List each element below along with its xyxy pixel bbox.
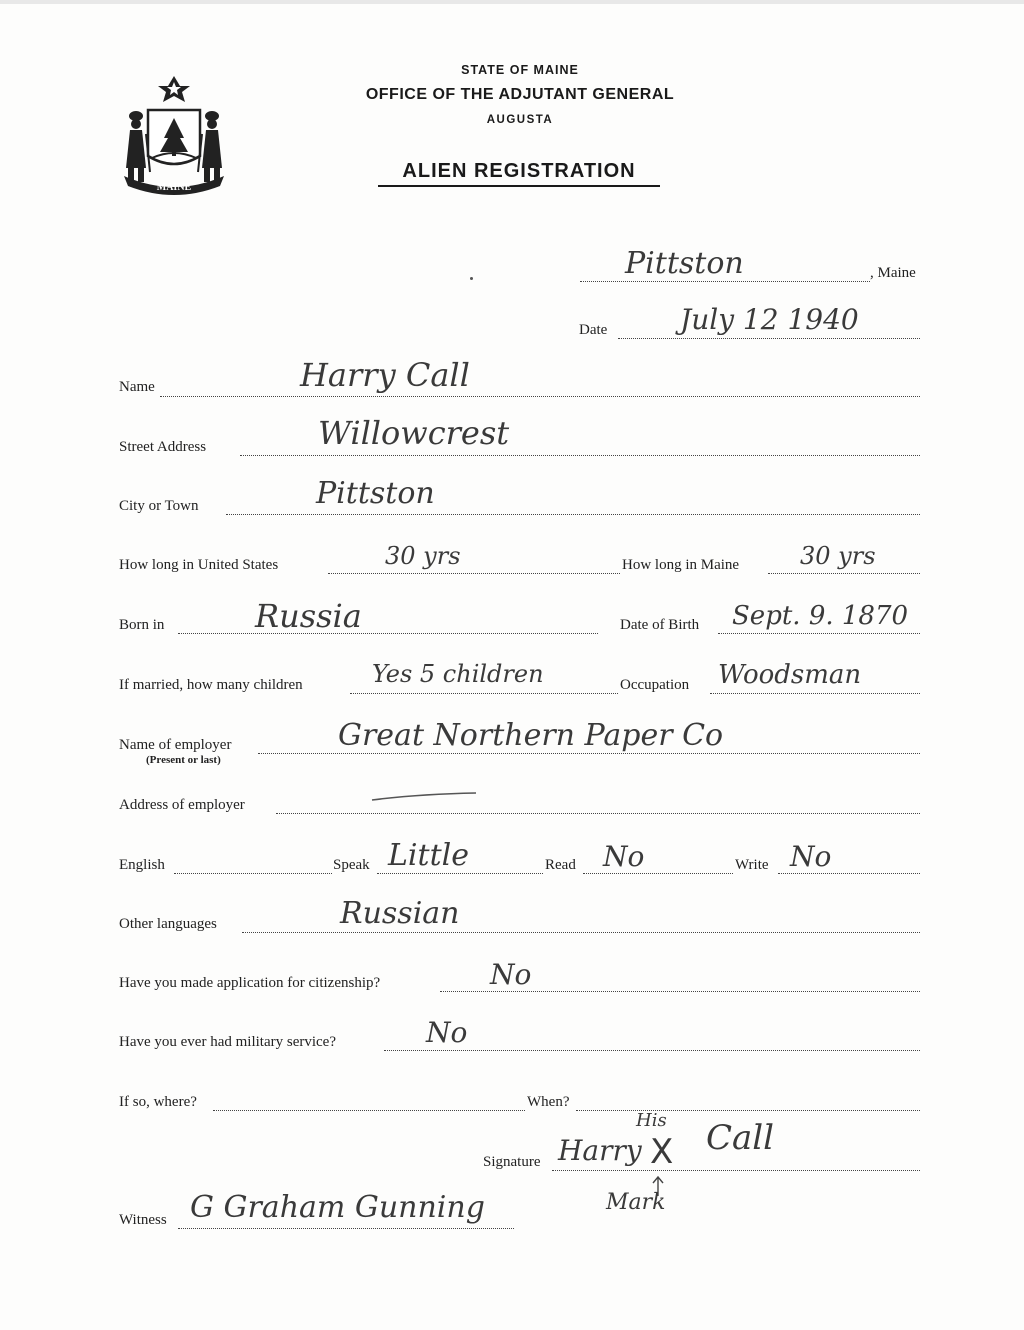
- header-office: OFFICE OF THE ADJUTANT GENERAL: [365, 86, 675, 103]
- header-state: STATE OF MAINE: [461, 63, 579, 77]
- speak-value: Little: [388, 838, 469, 873]
- street-line: [240, 455, 920, 456]
- children-line: [350, 693, 618, 694]
- witness-line: [178, 1228, 514, 1229]
- where-line: [213, 1110, 525, 1111]
- header-city: AUGUSTA: [486, 114, 554, 126]
- speak-line: [377, 873, 543, 874]
- place-suffix: , Maine: [870, 265, 916, 281]
- read-line: [583, 873, 733, 874]
- place-value: Pittston: [625, 246, 744, 281]
- english-label: English: [119, 857, 165, 873]
- children-label: If married, how many children: [119, 677, 303, 693]
- military-line: [384, 1050, 920, 1051]
- write-label: Write: [735, 857, 769, 873]
- where-label: If so, where?: [119, 1094, 197, 1110]
- scan-edge: [0, 0, 1024, 4]
- write-line: [778, 873, 920, 874]
- employer-value: Great Northern Paper Co: [338, 718, 724, 753]
- dob-label: Date of Birth: [620, 617, 700, 633]
- signature-his: His: [636, 1110, 667, 1131]
- ink-speck: [470, 277, 473, 280]
- seal-text: MAINE: [156, 182, 192, 193]
- employer-address-line: [276, 813, 920, 814]
- employer-label: Name of employer: [119, 737, 232, 753]
- employer-sublabel: (Present or last): [146, 754, 221, 766]
- dob-line: [718, 633, 920, 634]
- name-label: Name: [119, 379, 155, 395]
- occupation-line: [710, 693, 920, 694]
- read-label: Read: [545, 857, 576, 873]
- name-value: Harry Call: [300, 356, 470, 394]
- city-label: City or Town: [119, 498, 199, 514]
- children-value: Yes 5 children: [372, 660, 544, 688]
- state-seal-icon: [118, 72, 230, 198]
- signature-x-mark: X: [650, 1132, 674, 1172]
- born-in-value: Russia: [255, 597, 362, 635]
- english-line: [174, 873, 332, 874]
- signature-mark: Mark: [606, 1190, 666, 1215]
- maine-duration-line: [768, 573, 920, 574]
- when-line: [576, 1110, 920, 1111]
- us-duration-label: How long in United States: [119, 557, 279, 573]
- other-languages-line: [242, 932, 920, 933]
- employer-address-label: Address of employer: [119, 797, 245, 813]
- citizenship-line: [440, 991, 920, 992]
- witness-value: G Graham Gunning: [190, 1190, 485, 1225]
- city-value: Pittston: [316, 476, 435, 511]
- date-label: Date: [579, 322, 608, 338]
- city-line: [226, 514, 920, 515]
- name-line: [160, 396, 920, 397]
- employer-address-dash: [370, 790, 480, 804]
- employer-line: [258, 753, 920, 754]
- write-value: No: [790, 840, 832, 873]
- other-languages-value: Russian: [340, 896, 460, 931]
- maine-duration-value: 30 yrs: [800, 542, 876, 570]
- citizenship-value: No: [490, 958, 532, 991]
- citizenship-label: Have you made application for citizenship?: [119, 975, 381, 991]
- signature-label: Signature: [483, 1154, 541, 1170]
- dob-value: Sept. 9. 1870: [732, 601, 909, 631]
- street-value: Willowcrest: [318, 414, 510, 452]
- read-value: No: [603, 840, 645, 873]
- maine-duration-label: How long in Maine: [622, 557, 740, 573]
- form-title: ALIEN REGISTRATION: [378, 160, 660, 187]
- us-duration-line: [328, 573, 620, 574]
- occupation-label: Occupation: [620, 677, 690, 693]
- signature-last: Call: [706, 1118, 775, 1158]
- date-line: [618, 338, 920, 339]
- military-label: Have you ever had military service?: [119, 1034, 336, 1050]
- speak-label: Speak: [333, 857, 370, 873]
- other-languages-label: Other languages: [119, 916, 217, 932]
- signature-first: Harry: [558, 1134, 642, 1167]
- place-line: [580, 281, 870, 282]
- born-in-label: Born in: [119, 617, 165, 633]
- street-label: Street Address: [119, 439, 207, 455]
- witness-label: Witness: [119, 1212, 167, 1228]
- military-value: No: [426, 1016, 468, 1049]
- us-duration-value: 30 yrs: [385, 542, 461, 570]
- date-value: July 12 1940: [680, 303, 859, 336]
- occupation-value: Woodsman: [718, 660, 862, 690]
- when-label: When?: [527, 1094, 570, 1110]
- signature-line: [552, 1170, 920, 1171]
- born-in-line: [178, 633, 598, 634]
